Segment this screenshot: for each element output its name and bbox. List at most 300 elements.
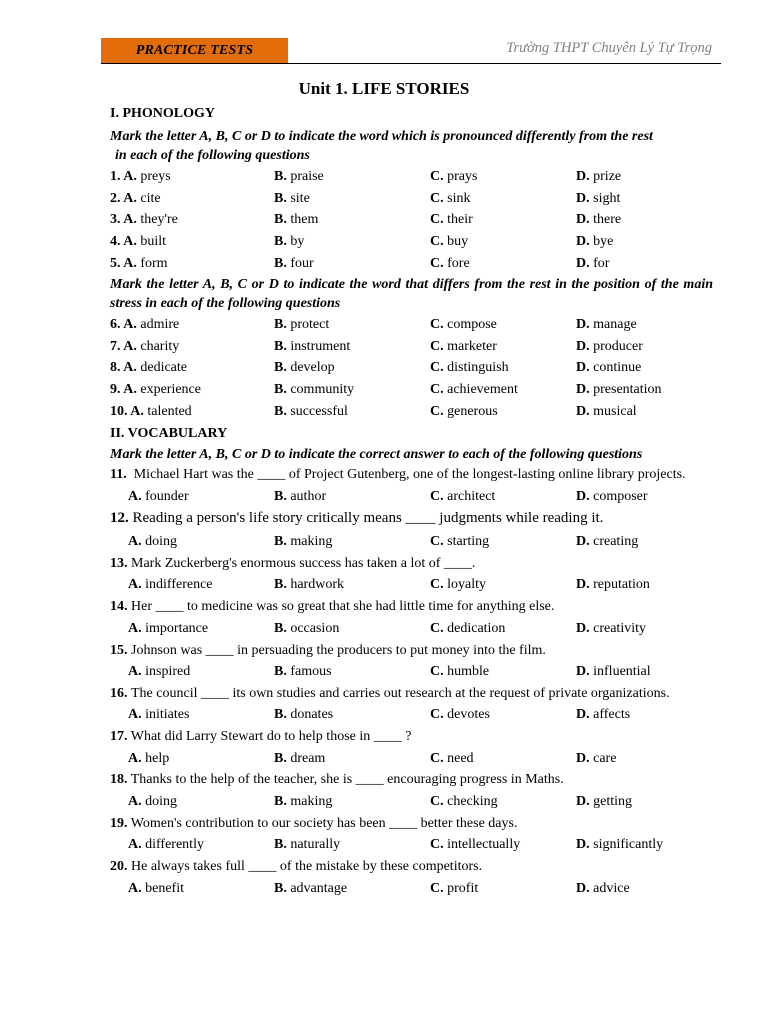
option-letter: C. [430,488,448,504]
option-row [110,401,713,423]
option-row [110,486,713,508]
option-letter: D. [576,212,594,228]
option-b [274,166,324,188]
option-c [430,379,518,401]
option-text: advice [593,880,630,896]
option-a [128,486,189,508]
option-letter: C. [430,793,448,809]
option-text: intellectually [447,837,521,853]
option-letter: A. [123,168,141,184]
option-text: importance [145,620,209,636]
option-letter: A. [128,880,146,896]
option-d [576,336,643,358]
option-a [128,748,169,770]
option-d [576,357,641,379]
option-b [274,618,339,640]
option-row [110,531,713,553]
option-a [110,166,171,188]
option-text: cite [140,190,161,206]
option-letter: C. [430,255,448,271]
option-a [128,574,213,596]
option-row [110,166,713,188]
option-d [576,314,637,336]
option-row [110,231,713,253]
option-letter: D. [576,382,594,398]
option-letter: D. [576,750,594,766]
option-letter: C. [430,360,448,376]
option-b [274,748,325,770]
option-letter: A. [123,382,141,398]
question-stem [110,769,713,791]
option-d [576,748,616,770]
option-letter: D. [576,880,594,896]
option-letter: D. [576,316,594,332]
option-c [430,574,486,596]
option-c [430,704,490,726]
option-letter: A. [123,234,141,250]
option-letter: A. [128,534,146,550]
option-letter: A. [128,664,146,680]
option-text: marketer [447,338,497,354]
question-number: 13. [110,555,128,571]
option-d [576,231,613,253]
option-text: presentation [593,382,662,398]
question-number: 1. [110,168,124,184]
option-text: starting [447,534,490,550]
question-text: Reading a person's life story critically means ____ judgments while reading it. [132,510,604,527]
option-text: experience [140,382,201,398]
option-text: develop [290,360,335,376]
worksheet-body [110,103,713,899]
option-text: differently [145,837,204,853]
option-text: four [290,255,314,271]
header-school-name: Trường THPT Chuyên Lý Tự Trọng [506,40,712,56]
option-text: achievement [447,382,518,398]
option-text: benefit [145,880,184,896]
option-letter: A. [128,750,146,766]
option-a [128,704,189,726]
option-text: preys [140,168,171,184]
option-letter: D. [576,620,594,636]
option-text: sink [447,190,471,206]
option-letter: D. [576,168,594,184]
option-b [274,336,350,358]
option-text: significantly [593,837,664,853]
question-stem [110,596,713,618]
option-text: checking [447,793,498,809]
header-tab: PRACTICE TESTS [101,38,288,64]
question-text: Michael Hart was the ____ of Project Gutenberg, one of the longest-lasting online library projects. [133,467,686,483]
option-text: donates [290,707,334,723]
option-c [430,486,495,508]
option-b [274,209,318,231]
option-letter: A. [123,212,141,228]
option-text: distinguish [447,360,509,376]
question-number: 6. [110,316,124,332]
option-letter: B. [274,534,291,550]
option-b [274,253,314,275]
option-text: doing [145,534,178,550]
option-c [430,166,477,188]
option-text: site [290,190,310,206]
option-letter: B. [274,234,291,250]
option-c [430,834,520,856]
option-letter: C. [430,750,448,766]
option-a [128,791,177,813]
question-number: 8. [110,360,124,376]
section-heading-phonology: I. PHONOLOGY [110,106,216,121]
option-letter: C. [430,534,448,550]
option-letter: D. [576,837,594,853]
stress-questions [110,314,713,423]
option-row [110,314,713,336]
option-letter: B. [274,577,291,593]
option-letter: C. [430,403,448,419]
question-stem [110,464,713,486]
option-text: musical [593,403,637,419]
option-b [274,704,333,726]
question-stem [110,553,713,575]
question-number: 3. [110,212,124,228]
instruction-line: Mark the letter A, B, C or D to indicate the word which is pronounced differently from the rest [110,128,653,144]
option-text: naturally [290,837,341,853]
option-row [110,791,713,813]
option-d [576,574,650,596]
option-row [110,834,713,856]
instruction-line: in each of the following questions [115,148,310,164]
option-text: producer [593,338,643,354]
question-number: 19. [110,815,128,831]
option-letter: C. [430,382,448,398]
option-letter: A. [123,360,141,376]
option-b [274,574,344,596]
option-letter: B. [274,212,291,228]
option-text: prize [593,168,622,184]
option-letter: C. [430,234,448,250]
question-stem [110,856,713,878]
option-letter: D. [576,338,594,354]
option-a [110,401,192,423]
question-number: 17. [110,729,128,745]
option-letter: B. [274,793,291,809]
option-text: affects [593,707,631,723]
option-letter: B. [274,488,291,504]
option-a [110,379,201,401]
option-d [576,486,648,508]
option-text: humble [447,664,490,680]
option-c [430,661,489,683]
question-number: 10. [110,403,131,419]
option-letter: D. [576,403,594,419]
instruction-stress: Mark the letter A, B, C or D to indicate the word that differs from the rest in the position of the main stress in each of the following questions [110,276,713,312]
option-c [430,531,489,553]
question-number: 2. [110,190,124,206]
option-letter: A. [130,403,148,419]
option-letter: B. [274,316,291,332]
option-text: reputation [593,577,650,593]
question-number: 12. [110,510,129,527]
question-stem [110,813,713,835]
option-letter: A. [123,190,141,206]
option-letter: C. [430,577,448,593]
question-number: 5. [110,255,124,271]
question-number: 16. [110,685,128,701]
question-text: Her ____ to medicine was so great that she had little time for anything else. [131,599,555,615]
option-text: architect [447,488,496,504]
option-letter: C. [430,316,448,332]
option-d [576,878,630,900]
option-b [274,314,329,336]
option-letter: A. [123,255,141,271]
option-text: their [447,212,473,228]
option-text: getting [593,793,633,809]
option-d [576,618,646,640]
option-text: care [593,750,617,766]
question-number: 4. [110,234,124,250]
page-title: Unit 1. LIFE STORIES [298,79,470,98]
question-stem [110,640,713,662]
question-number: 20. [110,859,128,875]
option-a [128,531,177,553]
option-text: by [290,234,305,250]
question-number: 14. [110,599,128,615]
option-letter: D. [576,360,594,376]
question-text: He always takes full ____ of the mistake by these competitors. [131,859,483,875]
option-row [110,704,713,726]
option-letter: B. [274,338,291,354]
option-text: dedication [447,620,506,636]
option-text: hardwork [290,577,344,593]
option-row [110,209,713,231]
option-letter: A. [128,620,146,636]
option-b [274,231,304,253]
option-b [274,401,348,423]
option-text: community [290,382,355,398]
option-text: manage [593,316,637,332]
option-d [576,661,651,683]
option-text: occasion [290,620,340,636]
option-text: dream [290,750,326,766]
option-letter: D. [576,707,594,723]
option-text: author [290,488,327,504]
option-letter: C. [430,168,448,184]
option-letter: D. [576,190,594,206]
option-text: inspired [145,664,191,680]
option-d [576,531,638,553]
instruction-vocabulary: Mark the letter A, B, C or D to indicate the correct answer to each of the following questions [110,446,643,462]
option-text: profit [447,880,479,896]
pronunciation-questions [110,166,713,275]
option-row [110,336,713,358]
question-number: 11. [110,467,127,483]
option-text: instrument [290,338,351,354]
option-c [430,791,498,813]
option-text: continue [593,360,642,376]
option-letter: A. [128,793,146,809]
option-row [110,357,713,379]
option-a [110,314,179,336]
option-letter: C. [430,880,448,896]
option-b [274,357,335,379]
option-row [110,878,713,900]
option-text: creativity [593,620,646,636]
option-b [274,379,354,401]
option-c [430,231,468,253]
option-letter: B. [274,750,291,766]
option-text: generous [447,403,498,419]
option-text: composer [593,488,648,504]
option-d [576,188,620,210]
option-letter: B. [274,255,291,271]
section-heading-vocabulary: II. VOCABULARY [110,425,228,441]
option-a [110,253,168,275]
option-text: help [145,750,170,766]
option-text: fore [447,255,470,271]
option-letter: A. [123,316,141,332]
question-number: 15. [110,642,128,658]
option-letter: C. [430,837,448,853]
option-d [576,166,621,188]
option-b [274,791,332,813]
option-c [430,618,505,640]
option-b [274,834,340,856]
option-row [110,253,713,275]
option-text: sight [593,190,621,206]
option-letter: D. [576,577,594,593]
option-text: founder [145,488,189,504]
vocabulary-questions [110,464,713,899]
option-letter: A. [128,577,146,593]
option-text: form [140,255,168,271]
option-letter: B. [274,190,291,206]
option-d [576,704,630,726]
option-letter: B. [274,168,291,184]
option-a [128,878,184,900]
option-letter: C. [430,212,448,228]
option-letter: B. [274,664,291,680]
option-c [430,401,498,423]
option-a [110,336,179,358]
option-text: protect [290,316,330,332]
option-text: making [290,534,333,550]
option-b [274,188,310,210]
option-text: they're [140,212,178,228]
option-b [274,486,326,508]
option-text: successful [290,403,348,419]
option-text: creating [593,534,639,550]
option-letter: A. [128,837,146,853]
option-b [274,531,332,553]
option-letter: B. [274,620,291,636]
question-text: Women's contribution to our society has been ____ better these days. [130,815,518,831]
question-stem [110,683,713,705]
option-d [576,379,662,401]
option-c [430,188,470,210]
option-text: prays [447,168,478,184]
question-text: Mark Zuckerberg's enormous success has taken a lot of ____. [131,555,476,571]
option-letter: C. [430,620,448,636]
option-a [110,357,187,379]
option-row [110,574,713,596]
question-text: What did Larry Stewart do to help those in ____ ? [130,729,412,745]
option-text: dedicate [140,360,187,376]
option-letter: A. [123,338,141,354]
option-a [128,618,208,640]
option-a [110,231,166,253]
question-number: 7. [110,338,124,354]
option-letter: B. [274,382,291,398]
option-text: famous [290,664,332,680]
option-text: doing [145,793,178,809]
option-letter: B. [274,403,291,419]
option-text: indifference [145,577,213,593]
option-d [576,401,637,423]
option-text: them [290,212,319,228]
option-text: initiates [145,707,190,723]
option-text: admire [140,316,180,332]
option-letter: B. [274,837,291,853]
option-letter: C. [430,664,448,680]
option-text: charity [140,338,180,354]
option-a [110,209,178,231]
option-letter: D. [576,534,594,550]
option-a [110,188,161,210]
option-row [110,748,713,770]
option-text: loyalty [447,577,487,593]
option-c [430,878,478,900]
option-letter: B. [274,880,291,896]
option-text: influential [593,664,651,680]
header-rule [101,63,721,64]
option-row [110,661,713,683]
question-stem [110,507,713,531]
option-letter: C. [430,707,448,723]
option-text: for [593,255,610,271]
question-text: Johnson was ____ in persuading the producers to put money into the film. [131,642,546,658]
option-text: talented [147,403,192,419]
option-d [576,834,663,856]
option-a [128,834,204,856]
option-letter: C. [430,190,448,206]
option-b [274,661,332,683]
question-text: The council ____ its own studies and carries out research at the request of private organizations. [131,685,670,701]
option-text: need [447,750,474,766]
option-c [430,357,509,379]
option-text: bye [593,234,614,250]
option-d [576,791,632,813]
option-letter: C. [430,338,448,354]
question-text: Thanks to the help of the teacher, she is ____ encouraging progress in Maths. [130,772,564,788]
option-text: making [290,793,333,809]
question-number: 9. [110,382,124,398]
option-text: built [140,234,167,250]
option-c [430,253,470,275]
option-letter: D. [576,234,594,250]
option-text: buy [447,234,469,250]
option-letter: D. [576,793,594,809]
option-letter: B. [274,707,291,723]
question-stem [110,726,713,748]
option-c [430,336,497,358]
option-row [110,618,713,640]
option-c [430,314,497,336]
option-letter: B. [274,360,291,376]
option-text: compose [447,316,497,332]
option-b [274,878,347,900]
option-d [576,209,621,231]
option-letter: D. [576,488,594,504]
option-text: there [593,212,622,228]
